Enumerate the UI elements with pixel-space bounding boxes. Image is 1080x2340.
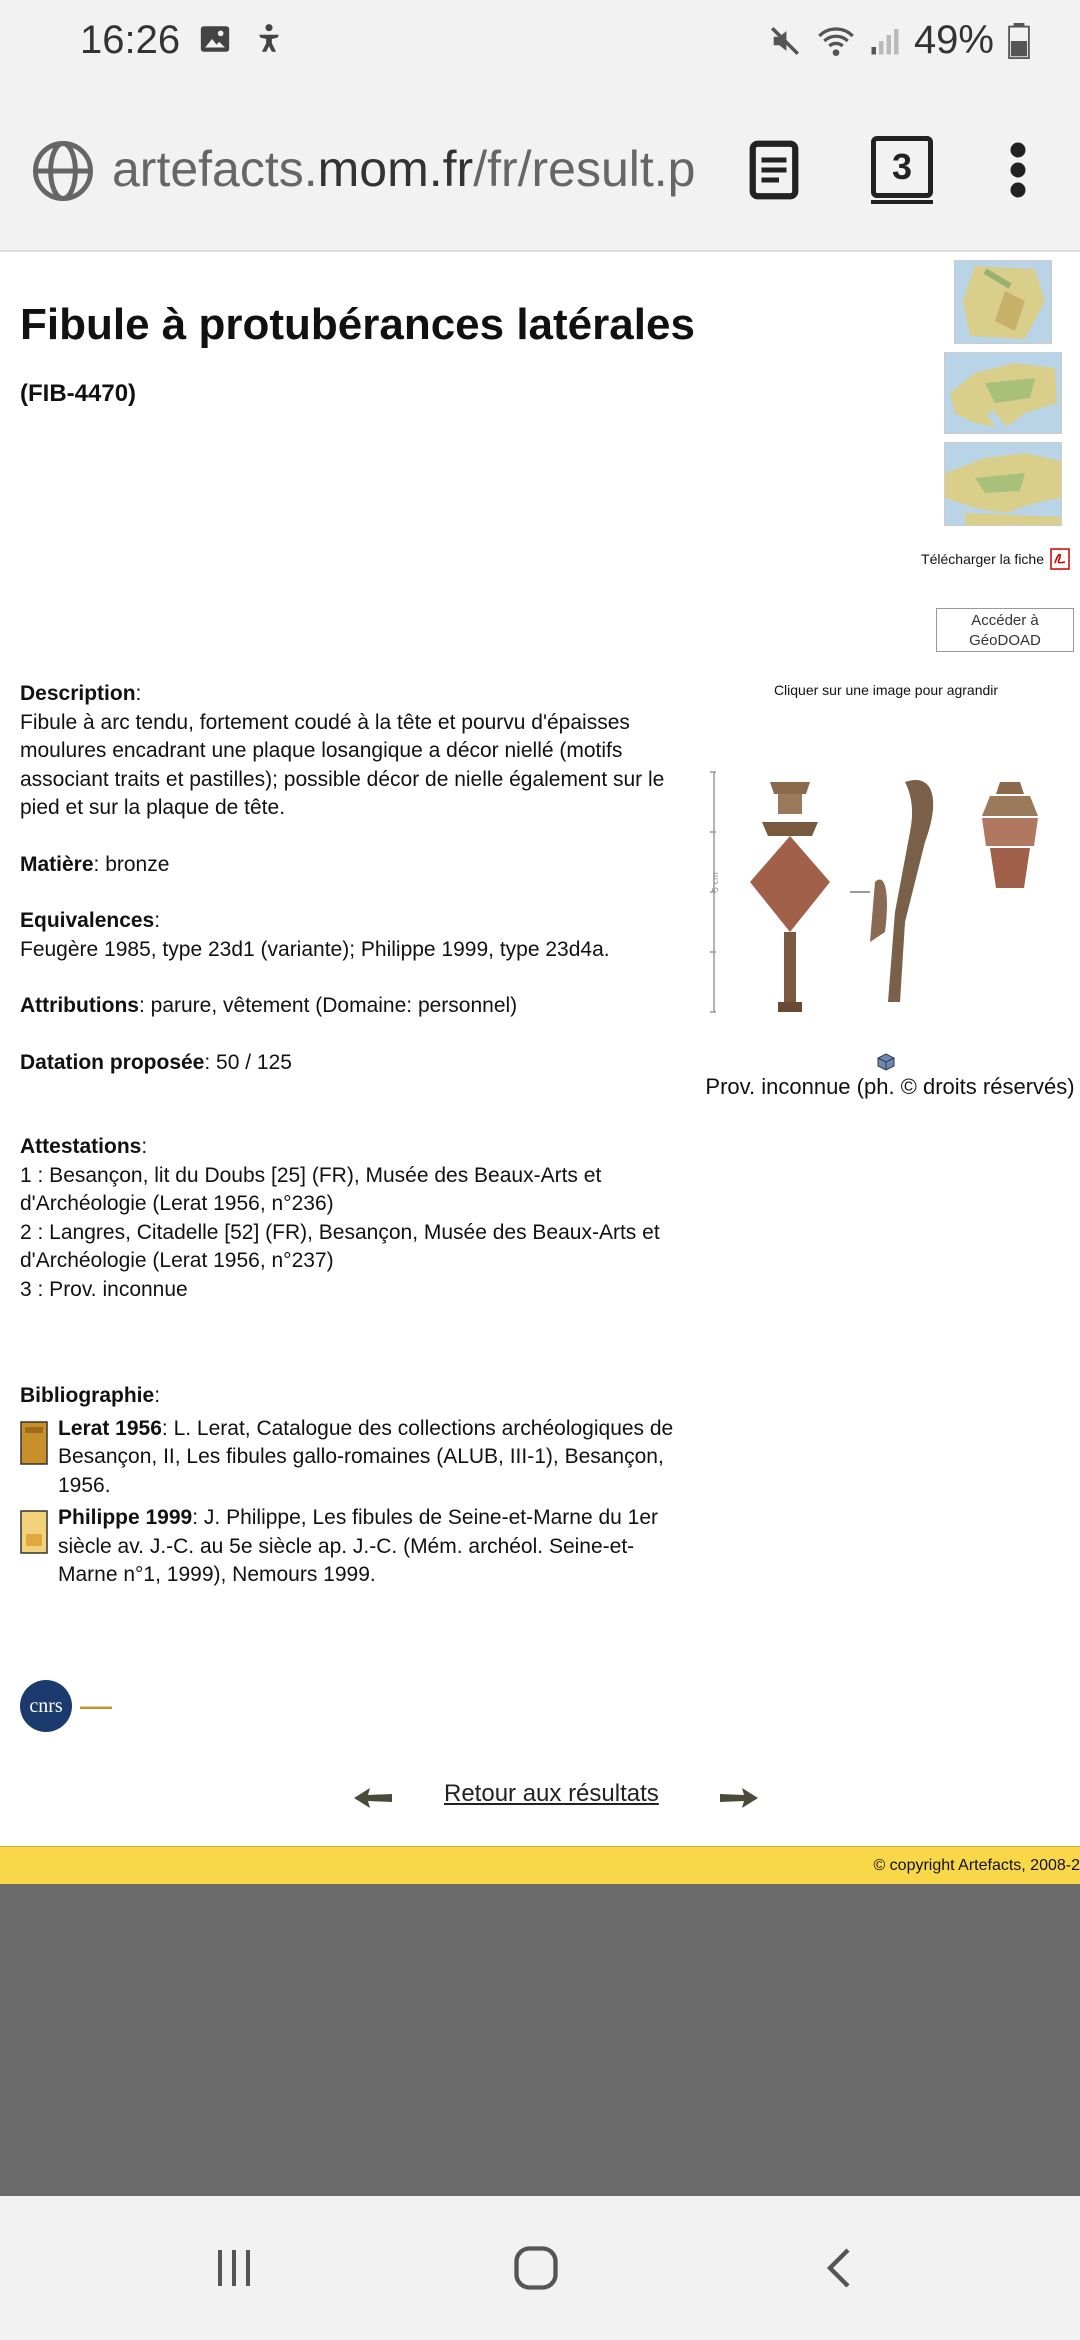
book-cover-icon[interactable] bbox=[20, 1510, 48, 1554]
attestation-item: 3 : Prov. inconnue bbox=[20, 1277, 188, 1301]
map-thumbnail-europe[interactable] bbox=[944, 352, 1062, 434]
wifi-icon bbox=[816, 24, 856, 58]
back-to-results-link[interactable]: Retour aux résultats bbox=[444, 1780, 659, 1807]
3d-view-icon[interactable] bbox=[876, 1052, 896, 1072]
page-title: Fibule à protubérances latérales bbox=[20, 300, 695, 349]
status-time: 16:26 bbox=[80, 18, 181, 62]
mute-icon bbox=[768, 24, 802, 58]
previous-arrow-icon[interactable] bbox=[352, 1786, 394, 1810]
accessibility-icon bbox=[252, 22, 286, 56]
partner-logos bbox=[20, 1680, 112, 1732]
recent-apps-icon[interactable] bbox=[210, 2244, 258, 2292]
download-sheet-link[interactable]: Télécharger la fiche bbox=[921, 548, 1070, 570]
bib-key: Lerat 1956 bbox=[58, 1416, 162, 1440]
gallery-icon bbox=[198, 22, 232, 56]
attestation-item: 1 : Besançon, lit du Doubs [25] (FR), Musée des Beaux-Arts et d'Archéologie (Lerat 1956, n°236) bbox=[20, 1163, 602, 1215]
image-caption: Prov. inconnue (ph. © droits réservés) bbox=[705, 1074, 1075, 1099]
description-text: Fibule à arc tendu, fortement coudé à la tête et pourvu d'épaisses moulures encadrant une plaque losangique a décor niellé (motifs associant traits et pastilles); possible décor de nielle également sur le pied et sur la plaque de tête. bbox=[20, 710, 665, 819]
record-details: Description: Fibule à arc tendu, fortement coudé à la tête et pourvu d'épaisses moulures encadrant une plaque losangique a décor niellé (motifs associant traits et pastilles); possible décor de nielle également sur le pied et sur la plaque de tête. Matière: bronze Equivalences: Feugère 1985, type 23d1 (variante); Philippe 1999, type 23d4a. Attributions: parure, vêtement (Domaine: personnel) Datation proposée: 50 / 125 Attestations: 1 : Besançon, lit du Doubs [25] (FR), Musée des Beaux-Arts et d'Archéologie (Lerat 1956, n°236) 2 : Langres, Citadelle [52] (FR), Besançon, Musée des Beaux-Arts et d'Archéologie (Lerat 1956, n°237) 3 : Prov. inconnue bbox=[20, 682, 665, 1301]
copyright-text: © copyright Artefacts, 2008-2 bbox=[873, 1857, 1080, 1874]
bib-key: Philippe 1999 bbox=[58, 1506, 193, 1529]
cnrs-logo[interactable]: cnrs bbox=[20, 1680, 72, 1732]
map-thumbnail-france[interactable] bbox=[954, 260, 1052, 344]
results-navigation bbox=[0, 1772, 1080, 1832]
svg-text:5 cm: 5 cm bbox=[711, 872, 720, 892]
geodoad-button[interactable]: Accéder à GéoDOAD bbox=[936, 608, 1074, 652]
matiere-value: bronze bbox=[105, 852, 170, 876]
bibliography-item: Philippe 1999: J. Philippe, Les fibules de Seine-et-Marne du 1er siècle av. J.-C. au 5e siècle ap. J.-C. (Mém. archéol. Seine-et-Marne n°1, 1999), Nemours 1999. bbox=[20, 1504, 680, 1590]
map-thumbnail-europe-wide[interactable] bbox=[944, 442, 1062, 526]
signal-icon bbox=[870, 24, 900, 58]
equivalences-value: Feugère 1985, type 23d1 (variante); Philippe 1999, type 23d4a. bbox=[20, 937, 610, 961]
home-icon[interactable] bbox=[510, 2242, 562, 2294]
pdf-icon bbox=[1050, 548, 1070, 570]
next-arrow-icon[interactable] bbox=[718, 1786, 760, 1810]
datation-value: 50 / 125 bbox=[216, 1050, 292, 1074]
record-code: (FIB-4470) bbox=[20, 380, 137, 407]
attestation-item: 2 : Langres, Citadelle [52] (FR), Besançon, Musée des Beaux-Arts et d'Archéologie (Lerat 1956, n°237) bbox=[20, 1220, 660, 1272]
page-content bbox=[0, 252, 1080, 1874]
attributions-value: parure, vêtement (Domaine: personnel) bbox=[150, 994, 518, 1017]
system-navigation-bar bbox=[0, 2196, 1080, 2340]
bibliography-item: Lerat 1956: L. Lerat, Catalogue des collections archéologiques de Besançon, II, Les fibules gallo-romaines (ALUB, III-1), Besançon, 1956. bbox=[20, 1415, 680, 1501]
image-hint: Cliquer sur une image pour agrandir bbox=[773, 682, 999, 698]
tabs-button[interactable]: 3 bbox=[871, 136, 933, 198]
globe-icon[interactable] bbox=[30, 138, 96, 204]
partner-logo[interactable]: ▬▬▬▬ bbox=[80, 1701, 112, 1711]
battery-icon bbox=[1008, 23, 1030, 59]
battery-percent: 49% bbox=[913, 18, 994, 62]
page-background bbox=[0, 1884, 1080, 2196]
back-icon[interactable] bbox=[818, 2244, 858, 2292]
url-field[interactable]: artefacts.mom.fr/fr/result.p bbox=[112, 141, 696, 197]
copyright-bar bbox=[0, 1846, 1080, 1885]
artifact-photo[interactable] bbox=[700, 762, 1070, 1022]
status-bar bbox=[0, 0, 1080, 80]
browser-toolbar bbox=[0, 80, 1080, 252]
book-cover-icon[interactable] bbox=[20, 1421, 48, 1465]
more-menu-icon[interactable] bbox=[1006, 140, 1030, 200]
reader-mode-icon[interactable] bbox=[748, 140, 800, 200]
bibliography: Bibliographie: Lerat 1956: L. Lerat, Catalogue des collections archéologiques de Besançon, II, Les fibules gallo-romaines (ALUB, III-1), Besançon, 1956. Philippe 1999: J. Philippe, Les fibules de Seine-et-Marne du 1er siècle av. J.-C. au 5e siècle ap. J.-C. (Mém. archéol. Seine-et-Marne n°1, 1999), Nemours 1999. bbox=[20, 1382, 680, 1590]
